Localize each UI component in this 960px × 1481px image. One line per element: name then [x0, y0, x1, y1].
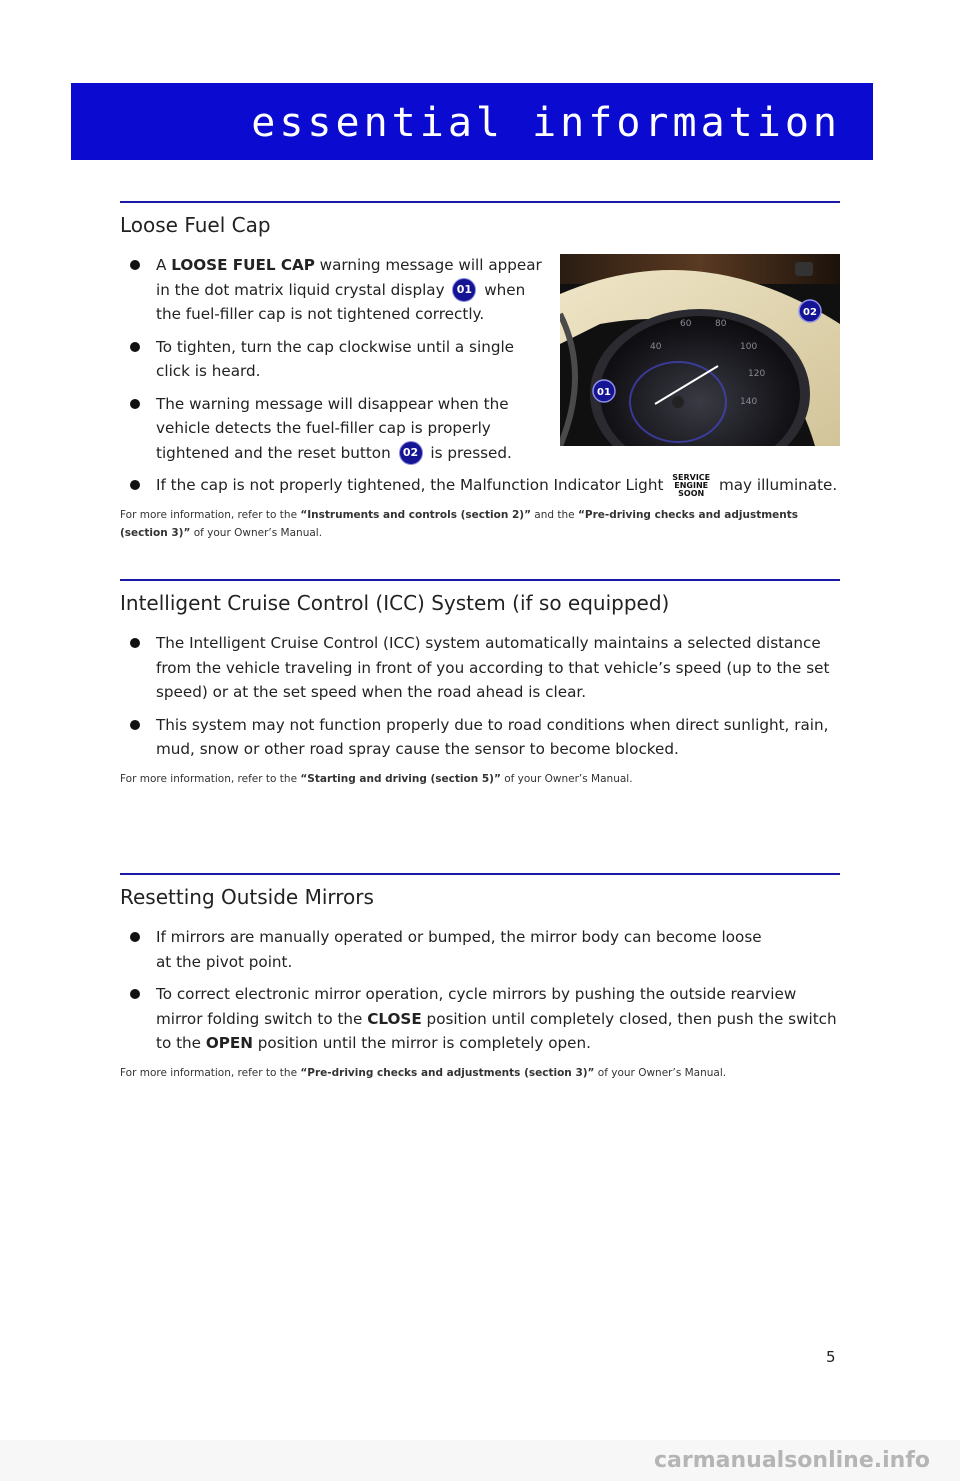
header-band: [71, 83, 873, 160]
header-title: essential information: [251, 100, 841, 146]
list-item: This system may not function properly due to road conditions when direct sunlight, rain, mud, snow or other road spray cause the sensor to become blocked.: [120, 713, 840, 762]
section-title: Resetting Outside Mirrors: [120, 885, 374, 909]
list-item: To correct electronic mirror operation, cycle mirrors by pushing the outside rearview mirror folding switch to the CLOSE position until completely closed, then push the switch to the OPEN position until the mirror is completely open.: [120, 982, 840, 1056]
section-divider: [120, 579, 840, 581]
svg-text:100: 100: [740, 342, 758, 352]
reference-note: For more information, refer to the “Pre-driving checks and adjustments (section 3)” of your Owner’s Manual.: [120, 1066, 727, 1079]
svg-text:140: 140: [740, 397, 758, 407]
reference-note: For more information, refer to the “Instruments and controls (section 2)” and the “Pre-driving checks and adjustments (section 3)” of your Owner’s Manual.: [120, 508, 799, 539]
warning-message-name: LOOSE FUEL CAP: [171, 256, 315, 274]
photo-badge-02: 02: [803, 307, 817, 318]
callout-badge-02: 02: [399, 441, 423, 465]
svg-text:60: 60: [680, 319, 692, 329]
section-resetting-outside-mirrors: [120, 873, 840, 1082]
list-item: If mirrors are manually operated or bumped, the mirror body can become loose at the pivot point.: [120, 925, 776, 974]
photo-badge-01: 01: [597, 387, 611, 398]
watermark-text: carmanualsonline.info: [654, 1448, 930, 1473]
section-intelligent-cruise-control: [120, 579, 840, 788]
svg-text:120: 120: [748, 369, 766, 379]
instrument-cluster-photo: [560, 254, 840, 446]
section-divider: [120, 873, 840, 875]
page-number: 5: [826, 1348, 836, 1366]
list-item: To tighten, turn the cap clockwise until a single click is heard.: [120, 335, 546, 384]
list-item: A LOOSE FUEL CAP warning message will appear in the dot matrix liquid crystal display 01 when the fuel-filler cap is not tightened correctly.: [120, 253, 546, 327]
list-item: The Intelligent Cruise Control (ICC) system automatically maintains a selected distance from the vehicle traveling in front of you according to that vehicle’s speed (up to the set speed) or at the set speed when the road ahead is clear.: [120, 631, 840, 705]
svg-text:40: 40: [650, 342, 662, 352]
bullet-list: [120, 925, 840, 1056]
section-title: Intelligent Cruise Control (ICC) System (if so equipped): [120, 591, 670, 615]
list-item: The warning message will disappear when the vehicle detects the fuel-filler cap is properly tightened and the reset button 02 is pressed.: [120, 392, 546, 466]
section-title: Loose Fuel Cap: [120, 213, 271, 237]
bullet-list: [120, 631, 840, 762]
watermark-bar: [0, 1440, 960, 1481]
svg-text:80: 80: [715, 319, 727, 329]
instrument-cluster-illustration: [560, 254, 840, 446]
service-engine-soon-icon: SERVICE ENGINE SOON: [672, 472, 711, 498]
section-divider: [120, 201, 840, 203]
callout-badge-01: 01: [452, 278, 476, 302]
list-item: If the cap is not properly tightened, the Malfunction Indicator Light SERVICE ENGINE SOON may illuminate.: [120, 473, 840, 498]
reference-note: For more information, refer to the “Starting and driving (section 5)” of your Owner’s Manual.: [120, 772, 633, 785]
